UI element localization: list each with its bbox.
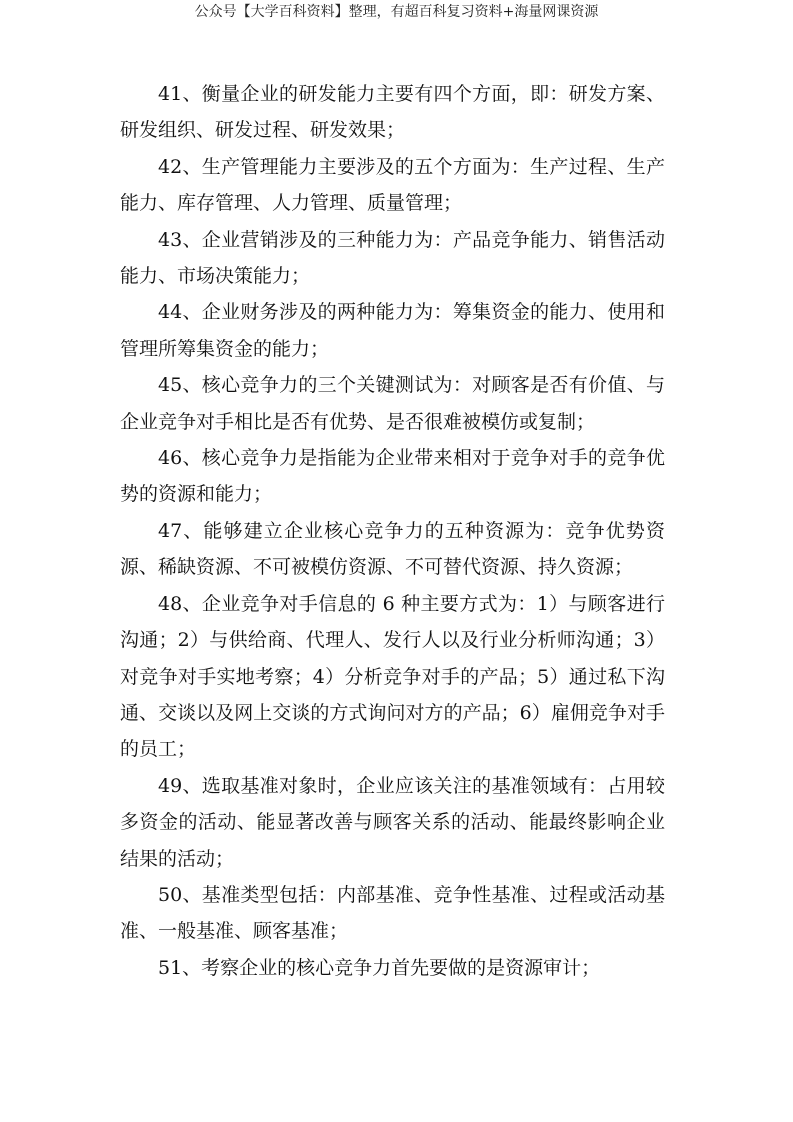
list-item-51: 51、考察企业的核心竞争力首先要做的是资源审计； bbox=[158, 956, 601, 979]
list-item-47: 47、能够建立企业核心竞争力的五种资源为：竞争优势资源、稀缺资源、不可被模仿资源、不可替代资源、持久资源； bbox=[120, 519, 665, 579]
list-item-48: 48、企业竞争对手信息的 6 种主要方式为：1）与顾客进行沟通；2）与供给商、代理人、发行人以及行业分析师沟通；3）对竞争对手实地考察；4）分析竞争对手的产品；5）通过私下沟通、交谈以及网上交谈的方式询问对方的产品；6）雇佣竞争对手的员工； bbox=[120, 592, 665, 761]
page-header: 公众号【大学百科资料】整理，有超百科复习资料+海量网课资源 bbox=[194, 4, 599, 20]
list-item-46: 46、核心竞争力是指能为企业带来相对于竞争对手的竞争优势的资源和能力； bbox=[120, 447, 665, 506]
list-item-42: 42、生产管理能力主要涉及的五个方面为：生产过程、生产能力、库存管理、人力管理、质量管理； bbox=[120, 155, 665, 215]
list-item-43: 43、企业营销涉及的三种能力为：产品竞争能力、销售活动能力、市场决策能力； bbox=[120, 228, 665, 288]
list-item-45: 45、核心竞争力的三个关键测试为：对顾客是否有价值、与企业竞争对手相比是否有优势、是否很难被模仿或复制； bbox=[120, 374, 665, 433]
list-item-44: 44、企业财务涉及的两种能力为：筹集资金的能力、使用和管理所筹集资金的能力； bbox=[120, 301, 665, 360]
document-body bbox=[120, 76, 665, 986]
list-item-49: 49、选取基准对象时，企业应该关注的基准领域有：占用较多资金的活动、能显著改善与顾客关系的活动、能最终影响企业结果的活动； bbox=[120, 774, 665, 870]
list-item-41: 41、衡量企业的研发能力主要有四个方面，即：研发方案、研发组织、研发过程、研发效果； bbox=[120, 83, 665, 142]
list-item-50: 50、基准类型包括：内部基准、竞争性基准、过程或活动基准、一般基准、顾客基准； bbox=[120, 883, 665, 943]
